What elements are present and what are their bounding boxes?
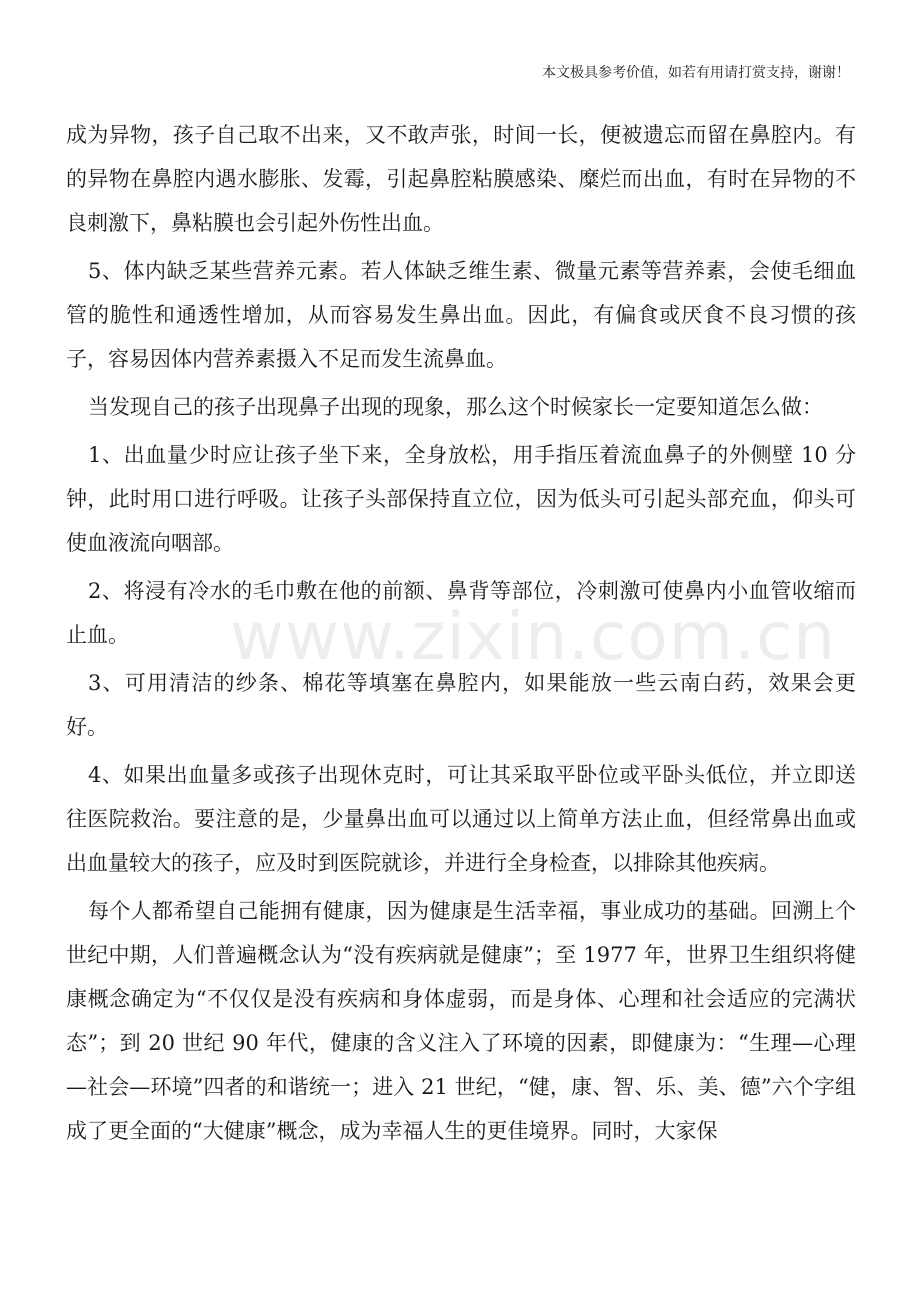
watermark: www.zixin.com.cn [230,598,837,675]
paragraph-3: 当发现自己的孩子出现鼻子出现的现象，那么这个时候家长一定要知道怎么做： [88,395,823,419]
document-body [66,113,856,1157]
paragraph-7: 4、如果出血量多或孩子出现休克时，可让其采取平卧位或平卧头低位，并立即送往医院救治。要注意的是，少量鼻出血可以通过以上简单方法止血，但经常鼻出血或出血量较大的孩子，应及时到医院就诊，并进行全身检查，以排除其他疾病。 [66,763,856,875]
paragraph-2: 5、体内缺乏某些营养元素。若人体缺乏维生素、微量元素等营养素，会使毛细血管的脆性和通透性增加，从而容易发生鼻出血。因此，有偏食或厌食不良习惯的孩子，容易因体内营养素摄入不足而发生流鼻血。 [66,259,856,371]
paragraph-4: 1、出血量少时应让孩子坐下来，全身放松，用手指压着流血鼻子的外侧壁 10 分钟，此时用口进行呼吸。让孩子头部保持直立位，因为低头可引起头部充血，仰头可使血液流向咽部。 [66,443,856,555]
paragraph-8: 每个人都希望自己能拥有健康，因为健康是生活幸福，事业成功的基础。回溯上个世纪中期，人们普遍概念认为“没有疾病就是健康”；至 1977 年，世界卫生组织将健康概念确定为“不仅仅是没有疾病和身体虚弱，而是身体、心理和社会适应的完满状态”；到 20 世纪 90 年代，健康的含义注入了环境的因素，即健康为：“生理—心理—社会—环境”四者的和谐统一；进入 21 世纪，“健，康、智、乐、美、德”六个字组成了更全面的“大健康”概念，成为幸福人生的更佳境界。同时，大家保 [66,899,856,1143]
paragraph-5: 2、将浸有冷水的毛巾敷在他的前额、鼻背等部位，冷刺激可使鼻内小血管收缩而止血。 [66,579,856,647]
paragraph-6: 3、可用清洁的纱条、棉花等填塞在鼻腔内，如果能放一些云南白药，效果会更好。 [66,671,856,739]
header-note: 本文极具参考价值，如若有用请打赏支持，谢谢！ [542,65,850,81]
paragraph-1: 成为异物，孩子自己取不出来，又不敢声张，时间一长，便被遗忘而留在鼻腔内。有的异物在鼻腔内遇水膨胀、发霉，引起鼻腔粘膜感染、糜烂而出血，有时在异物的不良刺激下，鼻粘膜也会引起外伤性出血。 [66,123,856,235]
